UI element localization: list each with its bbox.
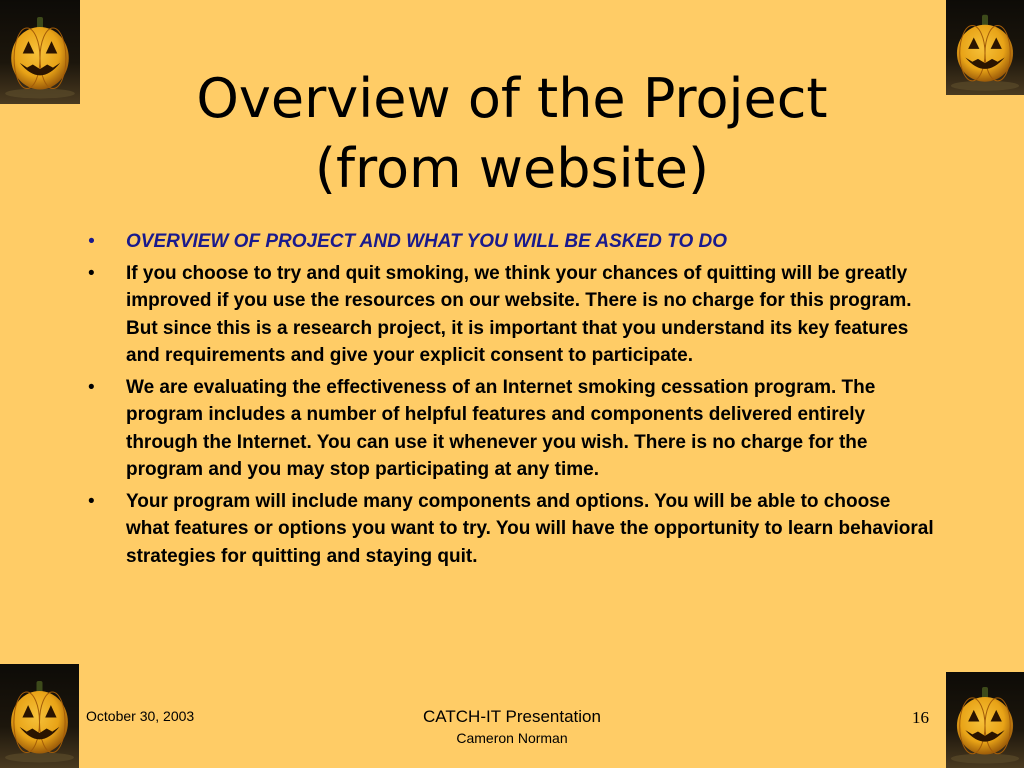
bullet-item-heading	[88, 228, 938, 256]
bullet-marker: •	[88, 262, 95, 284]
bullet-item	[88, 374, 938, 484]
bullet-marker: •	[88, 376, 95, 398]
jack-o-lantern-icon-bottom-left	[0, 664, 79, 768]
footer-date: October 30, 2003	[86, 708, 195, 724]
bullet-item	[88, 488, 938, 571]
slide-title-line-2: (from website)	[314, 137, 710, 200]
bullet-marker: •	[88, 490, 95, 512]
footer-page-number: 16	[912, 708, 929, 727]
bullet-text: Your program will include many components and options. You will be able to choose what features or options you want to try. You will have the opportunity to learn behavioral strategies for quitting and staying quit.	[126, 490, 934, 567]
bullet-item	[88, 260, 938, 370]
footer-presentation-title: CATCH-IT Presentation	[423, 707, 601, 726]
jack-o-lantern-icon-bottom-right	[946, 672, 1024, 768]
footer-author: Cameron Norman	[456, 730, 568, 746]
footer-presentation-info	[380, 706, 644, 748]
bullet-list	[88, 228, 938, 574]
bullet-text: We are evaluating the effectiveness of an Internet smoking cessation program. The program includes a number of helpful features and components delivered entirely through the Internet. You can use it whenever you wish. There is no charge for the program and you may stop participating at any time.	[126, 376, 876, 480]
bullet-text: If you choose to try and quit smoking, we think your chances of quitting will be greatly improved if you use the resources on our website. There is no charge for this program. But since this is a research project, it is important that you understand its key features and requirements and give your explicit consent to participate.	[126, 262, 912, 366]
slide-title	[0, 64, 1024, 204]
slide-title-line-1: Overview of the Project	[196, 67, 828, 130]
bullet-text: OVERVIEW OF PROJECT AND WHAT YOU WILL BE ASKED TO DO	[126, 231, 727, 252]
bullet-marker: •	[88, 231, 95, 252]
